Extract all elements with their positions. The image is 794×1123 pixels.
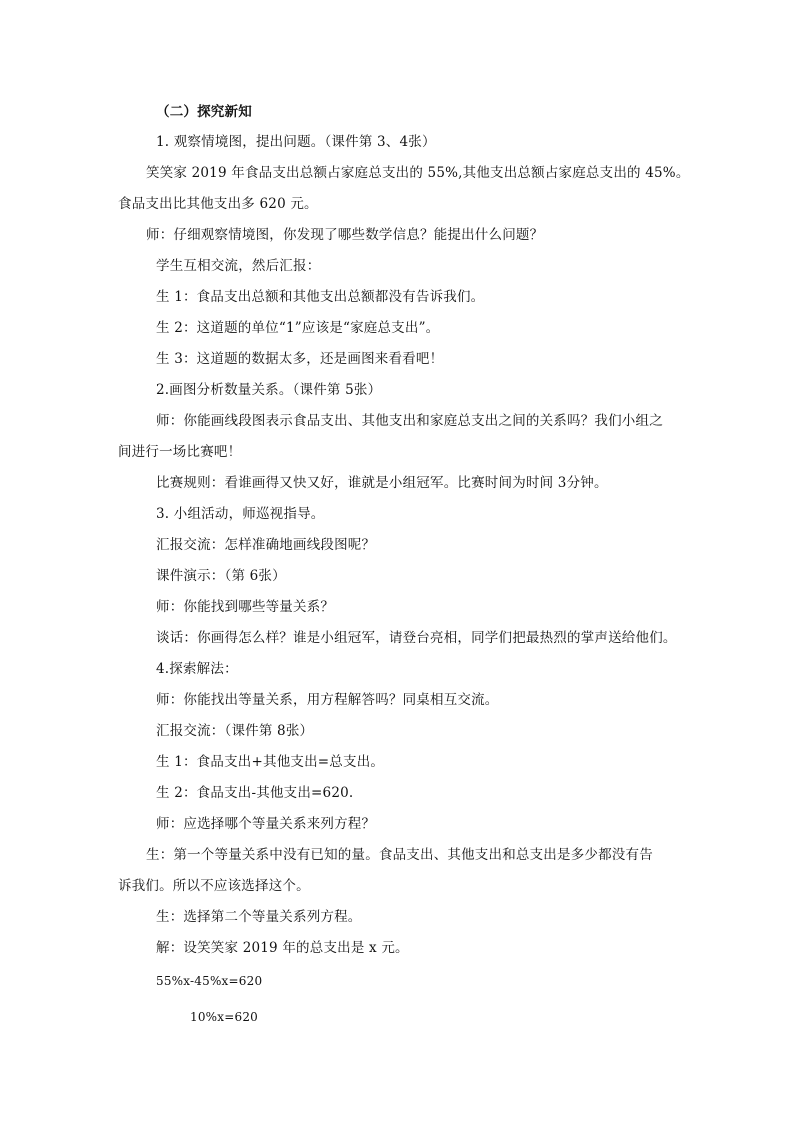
student-1-relation: 生 1：食品支出+其他支出=总支出。 (156, 754, 385, 770)
report-exchange-1: 汇报交流：怎样准确地画线段图呢？ (156, 537, 376, 553)
section-heading: （二）探究新知 (156, 104, 252, 120)
courseware-demo: 课件演示：（第 6张） (156, 568, 286, 584)
competition-rules: 比赛规则：看谁画得又快又好，谁就是小组冠军。比赛时间为时间 3分钟。 (156, 475, 608, 491)
student-2-answer: 生 2：这道题的单位“1”应该是“家庭总支出”。 (156, 320, 440, 336)
step-3-heading: 3. 小组活动，师巡视指导。 (156, 506, 325, 522)
step-1-heading: 1. 观察情境图，提出问题。（课件第 3、4张） (156, 134, 436, 150)
problem-text-line-2: 食品支出比其他支出多 620 元。 (118, 196, 318, 212)
student-reasoning-line-2: 诉我们。所以不应该选择这个。 (118, 878, 310, 894)
student-1-answer: 生 1：食品支出总额和其他支出总额都没有告诉我们。 (156, 289, 485, 305)
student-exchange: 学生互相交流，然后汇报： (156, 258, 321, 274)
report-exchange-2: 汇报交流：（课件第 8张） (156, 723, 314, 739)
solution-setup: 解：设笑笑家 2019 年的总支出是 x 元。 (156, 940, 409, 956)
student-reasoning-line-1: 生：第一个等量关系中没有已知的量。食品支出、其他支出和总支出是多少都没有告 (146, 847, 653, 863)
teacher-line-segment-question-2: 间进行一场比赛吧！ (118, 444, 242, 460)
teacher-question: 师：仔细观察情境图，你发现了哪些数学信息？能提出什么问题？ (146, 227, 544, 243)
equation-line-2: 10%x=620 (190, 1010, 258, 1024)
equation-line-1: 55%x-45%x=620 (156, 974, 263, 988)
step-2-heading: 2.画图分析数量关系。（课件第 5张） (156, 382, 382, 398)
student-choose-second: 生：选择第二个等量关系列方程。 (156, 909, 362, 925)
talk-line: 谈话：你画得怎么样？谁是小组冠军，请登台亮相，同学们把最热烈的掌声送给他们。 (156, 630, 677, 646)
problem-text-line-1: 笑笑家 2019 年食品支出总额占家庭总支出的 55%,其他支出总额占家庭总支出的 45%。 (146, 165, 690, 181)
student-3-answer: 生 3：这道题的数据太多，还是画图来看看吧！ (156, 351, 444, 367)
teacher-equal-relation-question: 师：你能找到哪些等量关系？ (156, 599, 335, 615)
student-2-relation: 生 2：食品支出-其他支出=620. (156, 785, 354, 801)
teacher-line-segment-question-1: 师：你能画线段图表示食品支出、其他支出和家庭总支出之间的关系吗？我们小组之 (156, 413, 663, 429)
step-4-heading: 4.探索解法： (156, 661, 238, 677)
teacher-equation-question: 师：你能找出等量关系，用方程解答吗？同桌相互交流。 (156, 692, 499, 708)
teacher-choose-relation: 师：应选择哪个等量关系来列方程？ (156, 816, 376, 832)
